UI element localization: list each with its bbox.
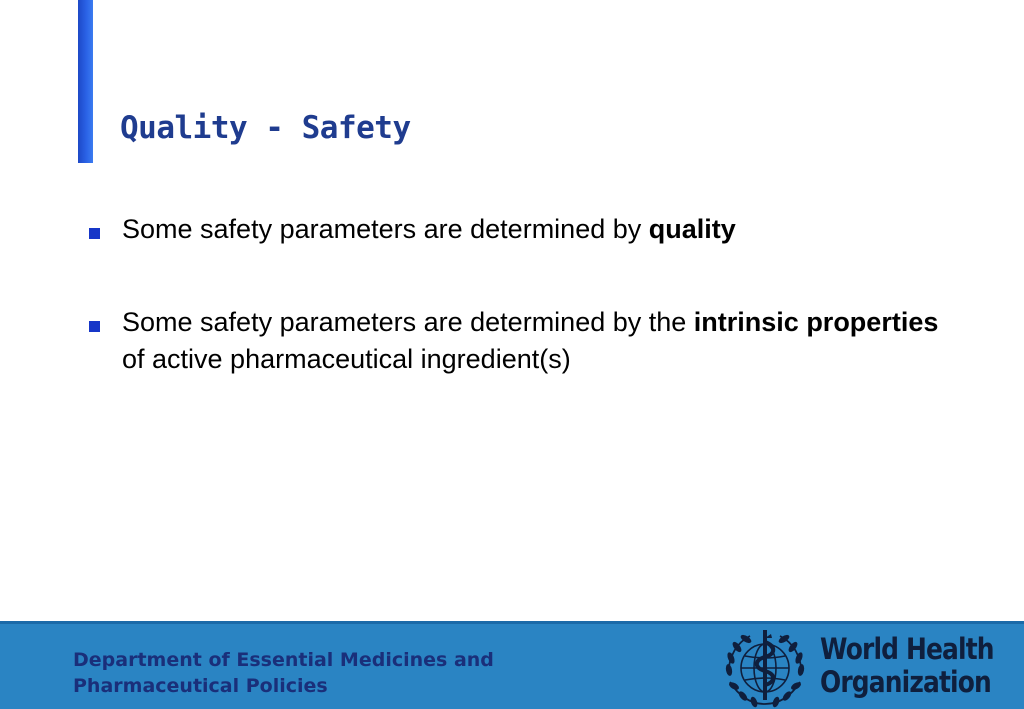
square-bullet-icon [89,321,100,332]
department-name [73,647,593,699]
bullet-text [122,214,736,244]
bullet-list [86,211,946,378]
bullet-item-intrinsic-properties [86,304,946,378]
bullet-text-plain: of active pharmaceutical ingredient(s) [122,344,571,374]
who-name-line1: World Health [820,632,994,666]
footer-band [0,621,1024,709]
bullet-text-emphasis: quality [648,214,736,244]
square-bullet-icon [89,228,100,239]
bullet-text [122,307,938,374]
who-emblem-icon [718,624,812,708]
bullet-text-plain: Some safety parameters are determined by the [122,307,694,337]
who-logo [716,624,1006,708]
department-name-line1: Department of Essential Medicines and [73,649,494,671]
slide-title: Quality - Safety [120,110,411,146]
who-name [820,633,994,699]
who-name-line2: Organization [820,665,991,699]
bullet-text-emphasis: intrinsic properties [693,307,939,337]
bullet-text-plain: Some safety parameters are determined by [122,214,649,244]
bullet-item-quality [86,211,946,248]
department-name-line2: Pharmaceutical Policies [73,675,328,697]
title-accent-bar [78,0,93,163]
